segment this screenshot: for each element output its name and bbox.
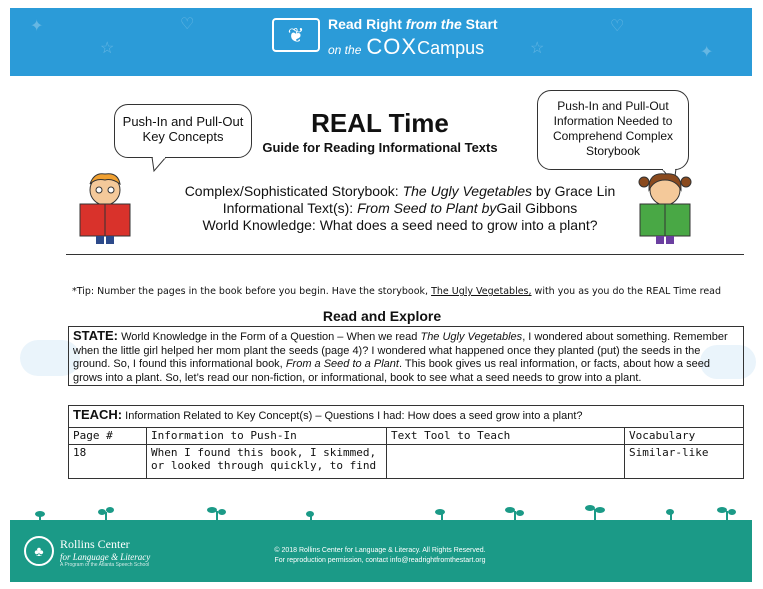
column-header: Vocabulary (625, 428, 744, 445)
column-header: Text Tool to Teach (387, 428, 625, 445)
tip-text: *Tip: Number the pages in the book before you begin. Have the storybook, The Ugly Vegetables, with you as you do the REAL Time read (72, 286, 722, 297)
speech-bubble-left: Push-In and Pull-Out Key Concepts (114, 104, 252, 158)
section-title: Read and Explore (322, 308, 442, 324)
tree-circle-icon: ♣ (24, 536, 54, 566)
page-title: REAL Time (311, 108, 449, 138)
girl-reading-icon (632, 168, 698, 244)
speech-bubble-right: Push-In and Pull-Out Information Needed to Comprehend Complex Storybook (537, 90, 689, 170)
column-header: Page # (69, 428, 147, 445)
boy-reading-icon (72, 168, 138, 244)
heart-doodle-icon: ♡ (180, 16, 195, 33)
puzzle-doodle-icon: ✦ (700, 44, 714, 61)
copyright-text: © 2018 Rollins Center for Language & Literacy. All Rights Reserved. For reproduction permission, contact info@readrightfromthestart.org (274, 547, 486, 564)
divider (66, 254, 744, 255)
informational-text-line: Informational Text(s): From Seed to Plant byGail Gibbons (222, 200, 578, 216)
bubble-tail-left (150, 157, 170, 173)
world-knowledge-line: World Knowledge: What does a seed need to grow into a plant? (202, 217, 598, 233)
cell-vocab: Similar-like (625, 445, 744, 479)
heart-doodle-icon: ♡ (610, 18, 625, 35)
logo-text-top: Read Right from the Start (328, 16, 498, 32)
teach-table (68, 405, 744, 479)
open-book-sprout-icon: ❦ (272, 18, 320, 52)
logo-text-bottom: on the COXCampus (328, 34, 485, 59)
org-name: Rollins Center for Language & Literacy (60, 537, 151, 562)
sprout-row-decoration (10, 500, 752, 522)
table-row (69, 445, 744, 479)
page-subtitle: Guide for Reading Informational Texts (262, 140, 498, 155)
cell-tool (387, 445, 625, 479)
org-tagline: A Program of the Atlanta Speech School (60, 562, 150, 568)
cell-info: When I found this book, I skimmed, or looked through quickly, to find (147, 445, 387, 479)
state-box: STATE: World Knowledge in the Form of a Question – When we read The Ugly Vegetables, I wondered about something. Remember when the little girl helped her mom plant the seeds (page 4)? I wondered what happened once they planted (put) the seeds in the ground. So, I found this informational book, From a Seed to a Plant. This book gives us real information, or facts, about how a seed grows into a plant. So, let’s read our non-fiction, or informational, book to see what a seed needs to grow into a plant. (68, 326, 744, 386)
star-doodle-icon: ☆ (530, 40, 545, 57)
storybook-line: Complex/Sophisticated Storybook: The Ugly Vegetables by Grace Lin (184, 183, 616, 199)
star-doodle-icon: ☆ (100, 40, 115, 57)
teach-header: TEACH: Information Related to Key Concept(s) – Questions I had: How does a seed grow into a plant? (69, 406, 744, 428)
cell-page: 18 (69, 445, 147, 479)
puzzle-doodle-icon: ✦ (30, 18, 44, 35)
column-header: Information to Push-In (147, 428, 387, 445)
